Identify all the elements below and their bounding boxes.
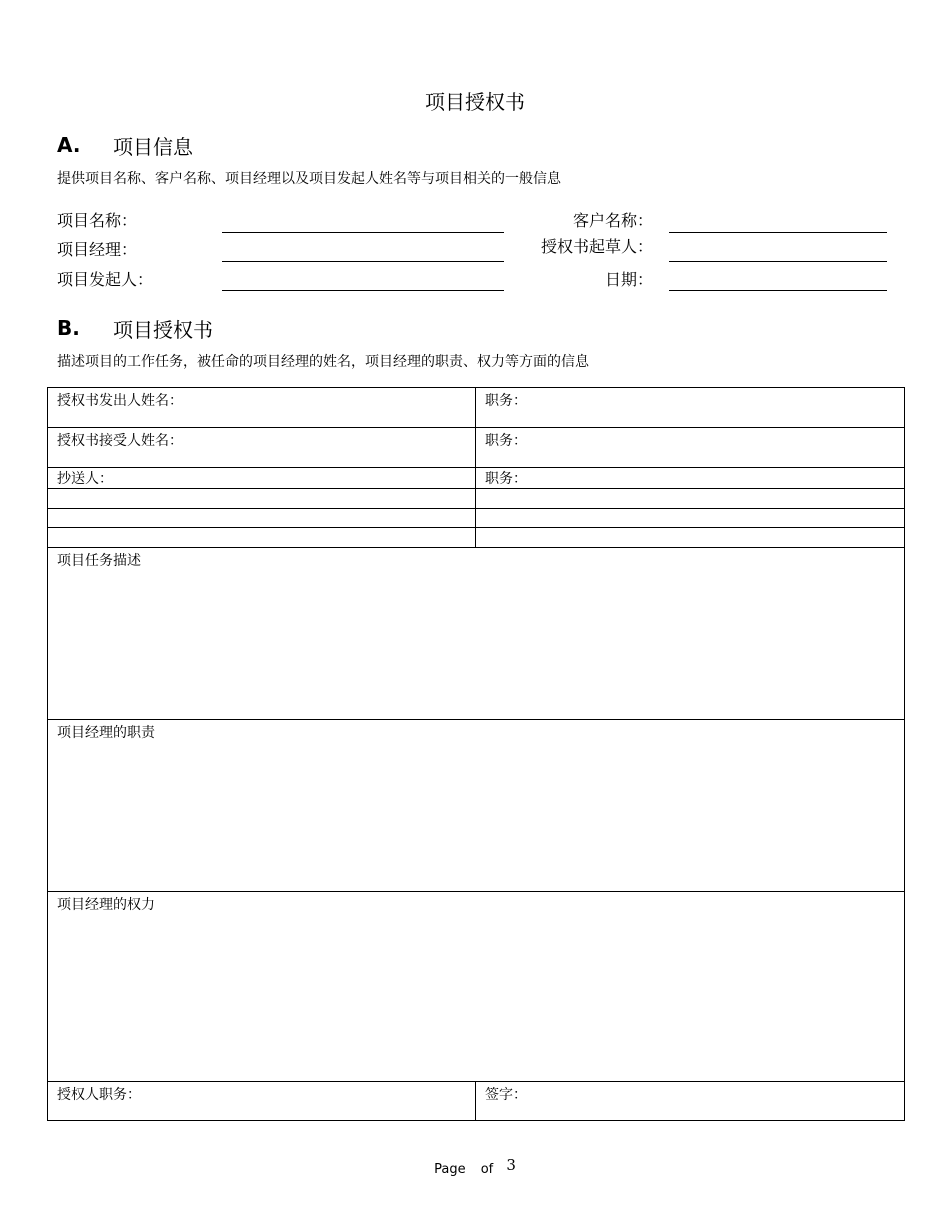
document-title: 项目授权书 (425, 90, 525, 114)
task-description-cell[interactable] (48, 548, 905, 720)
issuer-position-label: 职务： (485, 393, 527, 409)
issuer-name-label: 授权书发出人姓名： (57, 393, 183, 409)
cc-position-cell[interactable] (476, 468, 905, 489)
cc-extra-position-cell-2[interactable] (476, 509, 905, 528)
client-name-field[interactable] (669, 219, 887, 233)
recipient-name-label: 授权书接受人姓名： (57, 433, 183, 449)
page-footer (0, 1158, 950, 1177)
recipient-position-cell[interactable] (476, 428, 905, 468)
section-a-description: 提供项目名称、客户名称、项目经理以及项目发起人姓名等与项目相关的一般信息 (57, 171, 561, 187)
of-word: of (480, 1162, 494, 1177)
recipient-position-label: 职务： (485, 433, 527, 449)
signature-cell[interactable] (476, 1082, 905, 1121)
issuer-name-cell[interactable] (48, 388, 476, 428)
cc-extra-name-cell-2[interactable] (48, 509, 476, 528)
project-name-field[interactable] (222, 219, 504, 233)
date-field[interactable] (669, 277, 887, 291)
authorizer-position-cell[interactable] (48, 1082, 476, 1121)
date-label: 日期： (604, 270, 653, 289)
drafter-field[interactable] (669, 248, 887, 262)
pm-responsibilities-cell[interactable] (48, 720, 905, 892)
project-name-label: 项目名称： (57, 211, 138, 230)
pm-authority-cell[interactable] (48, 892, 905, 1082)
cc-extra-position-cell-1[interactable] (476, 489, 905, 509)
authorization-table (47, 387, 905, 1121)
recipient-name-cell[interactable] (48, 428, 476, 468)
cc-extra-position-cell-3[interactable] (476, 528, 905, 548)
drafter-label: 授权书起草人： (540, 237, 653, 256)
section-a-letter: A. (57, 133, 81, 157)
pm-responsibilities-label: 项目经理的职责 (57, 725, 155, 741)
section-b-title: 项目授权书 (113, 318, 213, 342)
project-sponsor-label: 项目发起人： (57, 270, 154, 289)
section-b-letter: B. (57, 316, 80, 340)
section-a-title: 项目信息 (113, 135, 193, 159)
signature-label: 签字： (485, 1087, 527, 1103)
total-pages: 3 (506, 1156, 516, 1174)
client-name-label: 客户名称： (572, 211, 653, 230)
page-word: Page (434, 1162, 466, 1177)
cc-extra-name-cell-1[interactable] (48, 489, 476, 509)
authorizer-position-label: 授权人职务： (57, 1087, 141, 1103)
project-manager-field[interactable] (222, 248, 504, 262)
pm-authority-label: 项目经理的权力 (57, 897, 155, 913)
cc-extra-name-cell-3[interactable] (48, 528, 476, 548)
project-manager-label: 项目经理： (57, 240, 138, 259)
issuer-position-cell[interactable] (476, 388, 905, 428)
task-description-label: 项目任务描述 (57, 553, 141, 569)
project-sponsor-field[interactable] (222, 277, 504, 291)
section-b-description: 描述项目的工作任务，被任命的项目经理的姓名，项目经理的职责、权力等方面的信息 (57, 354, 589, 370)
cc-label: 抄送人： (57, 471, 113, 487)
cc-name-cell[interactable] (48, 468, 476, 489)
cc-position-label: 职务： (485, 471, 527, 487)
